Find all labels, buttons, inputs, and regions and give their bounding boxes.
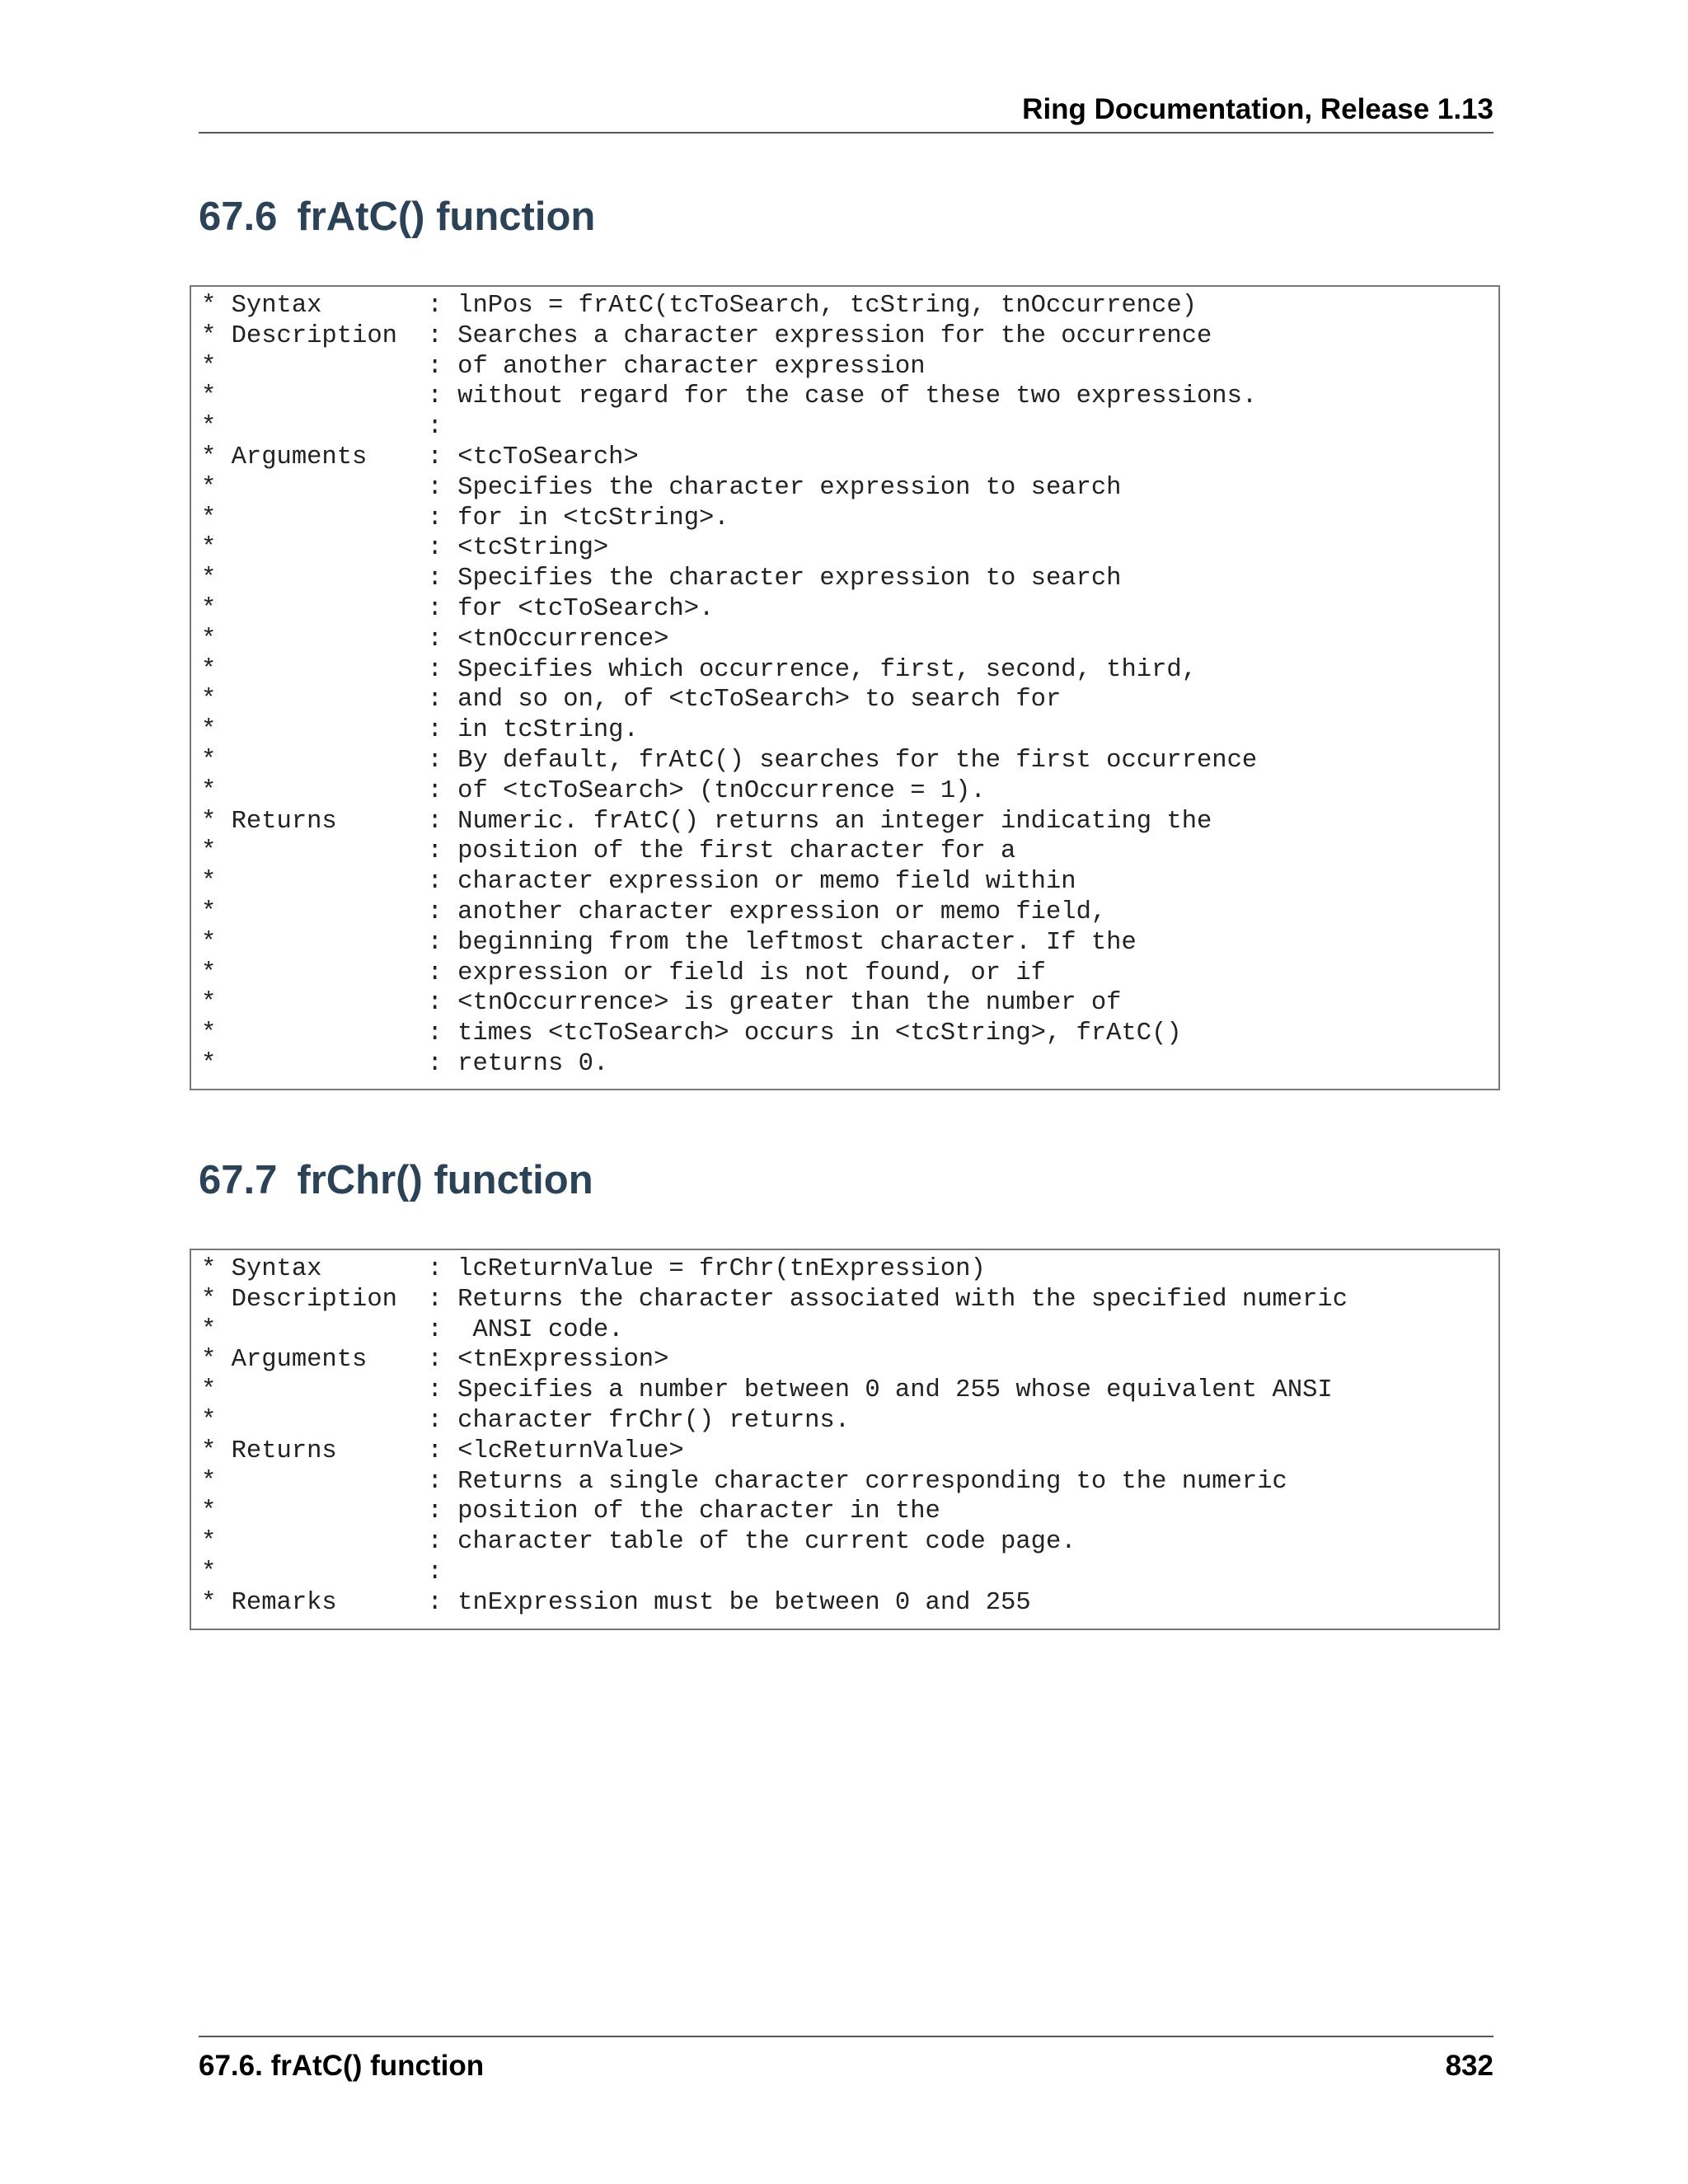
code-line: * : <tnOccurrence> xyxy=(201,625,669,654)
code-line: * Returns : Numeric. frAtC() returns an integer indicating the xyxy=(201,807,1212,836)
code-line: * : Specifies a number between 0 and 255 whose equivalent ANSI xyxy=(201,1376,1333,1405)
code-line: * Arguments : <tnExpression> xyxy=(201,1346,669,1375)
code-line: * : Specifies which occurrence, first, second, third, xyxy=(201,655,1197,684)
code-line: * : another character expression or memo field, xyxy=(201,898,1107,926)
code-line: * : Returns a single character corresponding to the numeric xyxy=(201,1467,1287,1496)
code-line: * : of <tcToSearch> (tnOccurrence = 1). xyxy=(201,776,986,805)
code-line: * : position of the first character for a xyxy=(201,837,1016,866)
code-listing xyxy=(191,287,1498,1080)
code-line: * : ANSI code. xyxy=(201,1315,624,1344)
code-line: * : <tcString> xyxy=(201,534,609,563)
page-header xyxy=(199,92,1493,134)
footer-section-label: 67.6. frAtC() function xyxy=(199,2050,485,2082)
code-line: * Syntax : lcReturnValue = frChr(tnExpression) xyxy=(201,1255,986,1283)
section-title-text: frAtC() function xyxy=(297,194,596,239)
code-line: * Description : Searches a character expression for the occurrence xyxy=(201,321,1212,350)
code-line: * Returns : <lcReturnValue> xyxy=(201,1436,684,1465)
code-line: * : xyxy=(201,1558,443,1586)
section-number: 67.7 xyxy=(199,1158,278,1202)
code-line: * : <tnOccurrence> is greater than the number of xyxy=(201,989,1122,1018)
code-block-frchr xyxy=(190,1249,1500,1630)
code-line: * : and so on, of <tcToSearch> to search for xyxy=(201,686,1062,715)
code-line: * : times <tcToSearch> occurs in <tcString>, frAtC() xyxy=(201,1019,1182,1048)
code-line: * : in tcString. xyxy=(201,716,639,745)
document-title: Ring Documentation, Release 1.13 xyxy=(1022,93,1493,125)
code-listing xyxy=(191,1250,1498,1619)
code-line: * : without regard for the case of these two expressions. xyxy=(201,382,1258,411)
code-line: * : character frChr() returns. xyxy=(201,1406,851,1435)
code-line: * : Specifies the character expression to search xyxy=(201,473,1122,502)
code-line: * : for in <tcString>. xyxy=(201,504,729,532)
page-number: 832 xyxy=(1445,2050,1493,2082)
code-line: * Remarks : tnExpression must be between 0 and 255 xyxy=(201,1588,1031,1617)
code-line: * Arguments : <tcToSearch> xyxy=(201,443,639,471)
code-line: * : By default, frAtC() searches for the first occurrence xyxy=(201,746,1258,775)
section-number: 67.6 xyxy=(199,194,278,239)
code-line: * : for <tcToSearch>. xyxy=(201,594,715,623)
code-line: * : Specifies the character expression to search xyxy=(201,565,1122,593)
code-line: * : xyxy=(201,413,443,442)
code-line: * : character table of the current code page. xyxy=(201,1528,1076,1557)
section-heading-fratc xyxy=(199,192,595,241)
section-heading-frchr xyxy=(199,1155,593,1205)
code-line: * : position of the character in the xyxy=(201,1497,940,1526)
code-line: * : character expression or memo field within xyxy=(201,868,1076,897)
code-line: * Syntax : lnPos = frAtC(tcToSearch, tcString, tnOccurrence) xyxy=(201,292,1197,320)
section-title-text: frChr() function xyxy=(297,1158,593,1202)
code-line: * : returns 0. xyxy=(201,1049,609,1078)
code-line: * : expression or field is not found, or if xyxy=(201,958,1046,987)
code-line: * : beginning from the leftmost character. If the xyxy=(201,928,1137,957)
code-line: * : of another character expression xyxy=(201,352,926,381)
page-footer xyxy=(199,2036,1493,2087)
code-line: * Description : Returns the character associated with the specified numeric xyxy=(201,1285,1348,1314)
code-block-fratc xyxy=(190,285,1500,1090)
